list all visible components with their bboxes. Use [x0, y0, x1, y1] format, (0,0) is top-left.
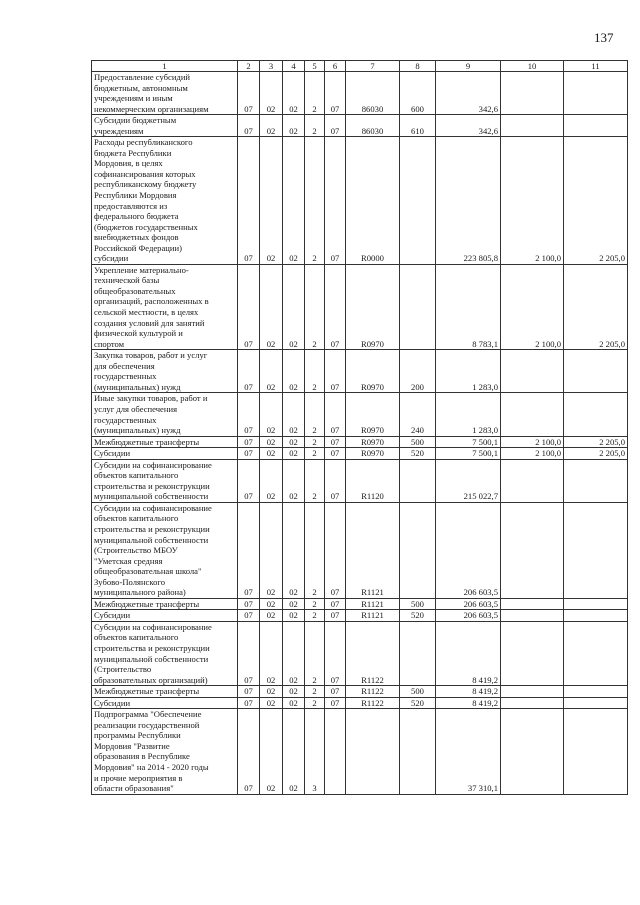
table-row — [92, 137, 628, 265]
code-direction: R1120 — [346, 459, 400, 502]
table-row — [92, 436, 628, 448]
amount-col-9: 342,6 — [436, 115, 501, 137]
code-subprogram: 2 — [305, 264, 325, 349]
code-subprogram: 2 — [305, 697, 325, 709]
amount-col-9: 223 805,8 — [436, 137, 501, 265]
code-subprogram: 2 — [305, 448, 325, 460]
column-header: 7 — [346, 61, 400, 72]
row-label: Субсидии на софинансирование объектов капитального строительства и реконструкции муниципальной собственности — [92, 459, 238, 502]
code-expense-type: 240 — [400, 393, 436, 436]
code-main-activity: 07 — [325, 350, 346, 393]
code-subprogram: 2 — [305, 621, 325, 685]
code-main-activity: 07 — [325, 448, 346, 460]
amount-col-11 — [564, 115, 628, 137]
amount-col-10 — [501, 72, 564, 115]
row-label: Субсидии — [92, 610, 238, 622]
code-expense-type — [400, 709, 436, 794]
amount-col-11 — [564, 598, 628, 610]
amount-col-10: 2 100,0 — [501, 137, 564, 265]
code-program: 02 — [283, 459, 305, 502]
code-subprogram: 2 — [305, 436, 325, 448]
column-header: 2 — [238, 61, 260, 72]
table-row — [92, 598, 628, 610]
table-row — [92, 72, 628, 115]
code-direction: R1122 — [346, 621, 400, 685]
code-expense-type: 500 — [400, 598, 436, 610]
amount-col-9: 8 419,2 — [436, 697, 501, 709]
code-subsection: 02 — [260, 502, 283, 598]
code-direction: R1121 — [346, 610, 400, 622]
code-subsection: 02 — [260, 393, 283, 436]
amount-col-11 — [564, 610, 628, 622]
code-subsection: 02 — [260, 72, 283, 115]
code-direction — [346, 709, 400, 794]
code-main-activity: 07 — [325, 393, 346, 436]
amount-col-9: 8 419,2 — [436, 686, 501, 698]
amount-col-10 — [501, 459, 564, 502]
code-main-activity: 07 — [325, 621, 346, 685]
code-direction: R1122 — [346, 686, 400, 698]
code-direction: 86030 — [346, 72, 400, 115]
code-subprogram: 2 — [305, 610, 325, 622]
code-program: 02 — [283, 115, 305, 137]
code-subprogram: 2 — [305, 502, 325, 598]
code-section: 07 — [238, 448, 260, 460]
code-section: 07 — [238, 72, 260, 115]
code-direction: R0970 — [346, 350, 400, 393]
code-subprogram: 3 — [305, 709, 325, 794]
amount-col-10 — [501, 502, 564, 598]
row-label: Иные закупки товаров, работ и услуг для обеспечения государственных (муниципальных) нужд — [92, 393, 238, 436]
code-section: 07 — [238, 264, 260, 349]
row-label: Закупка товаров, работ и услуг для обеспечения государственных (муниципальных) нужд — [92, 350, 238, 393]
amount-col-11 — [564, 350, 628, 393]
code-subsection: 02 — [260, 448, 283, 460]
code-program: 02 — [283, 697, 305, 709]
code-main-activity: 07 — [325, 459, 346, 502]
amount-col-9: 206 603,5 — [436, 610, 501, 622]
code-main-activity: 07 — [325, 264, 346, 349]
code-direction: R1121 — [346, 502, 400, 598]
amount-col-11 — [564, 709, 628, 794]
code-direction: R1121 — [346, 598, 400, 610]
column-header: 10 — [501, 61, 564, 72]
code-program: 02 — [283, 598, 305, 610]
table-row — [92, 697, 628, 709]
code-expense-type: 500 — [400, 436, 436, 448]
code-direction: R0970 — [346, 264, 400, 349]
code-subprogram: 2 — [305, 393, 325, 436]
row-label: Межбюджетные трансферты — [92, 598, 238, 610]
amount-col-9: 7 500,1 — [436, 448, 501, 460]
amount-col-11 — [564, 459, 628, 502]
code-subprogram: 2 — [305, 686, 325, 698]
table-row — [92, 115, 628, 137]
table-row — [92, 393, 628, 436]
code-subprogram: 2 — [305, 350, 325, 393]
code-direction: R1122 — [346, 697, 400, 709]
table-row — [92, 610, 628, 622]
code-subsection: 02 — [260, 709, 283, 794]
code-subprogram: 2 — [305, 115, 325, 137]
row-label: Подпрограмма "Обеспечение реализации государственной программы Республики Мордовия "Развитие образования в Республике Мордовия" на 2014 - 2020 годы и прочие мероприятия в области образования" — [92, 709, 238, 794]
code-program: 02 — [283, 72, 305, 115]
code-subprogram: 2 — [305, 72, 325, 115]
code-subprogram: 2 — [305, 137, 325, 265]
code-main-activity: 07 — [325, 610, 346, 622]
code-expense-type — [400, 264, 436, 349]
code-main-activity: 07 — [325, 72, 346, 115]
amount-col-11: 2 205,0 — [564, 436, 628, 448]
amount-col-11 — [564, 686, 628, 698]
code-main-activity: 07 — [325, 115, 346, 137]
code-direction: R0000 — [346, 137, 400, 265]
code-main-activity: 07 — [325, 137, 346, 265]
table-row — [92, 350, 628, 393]
code-expense-type: 520 — [400, 697, 436, 709]
code-section: 07 — [238, 436, 260, 448]
amount-col-9: 37 310,1 — [436, 709, 501, 794]
amount-col-10 — [501, 393, 564, 436]
code-section: 07 — [238, 709, 260, 794]
table-row — [92, 709, 628, 794]
amount-col-9: 342,6 — [436, 72, 501, 115]
code-section: 07 — [238, 502, 260, 598]
code-program: 02 — [283, 137, 305, 265]
table-row — [92, 459, 628, 502]
code-expense-type — [400, 459, 436, 502]
amount-col-9: 7 500,1 — [436, 436, 501, 448]
code-expense-type: 500 — [400, 686, 436, 698]
code-main-activity: 07 — [325, 598, 346, 610]
budget-table — [91, 60, 628, 795]
column-header: 5 — [305, 61, 325, 72]
table-row — [92, 264, 628, 349]
row-label: Межбюджетные трансферты — [92, 436, 238, 448]
code-expense-type: 600 — [400, 72, 436, 115]
code-subsection: 02 — [260, 686, 283, 698]
amount-col-10 — [501, 621, 564, 685]
code-subprogram: 2 — [305, 459, 325, 502]
amount-col-10 — [501, 115, 564, 137]
row-label: Субсидии на софинансирование объектов капитального строительства и реконструкции муниципальной собственности (Строительство МБОУ "Уметская средняя общеобразовательная школа" Зубово-Полянского муниципального района) — [92, 502, 238, 598]
code-subsection: 02 — [260, 436, 283, 448]
code-section: 07 — [238, 686, 260, 698]
amount-col-10: 2 100,0 — [501, 264, 564, 349]
row-label: Субсидии — [92, 697, 238, 709]
amount-col-11 — [564, 697, 628, 709]
row-label: Субсидии бюджетным учреждениям — [92, 115, 238, 137]
code-section: 07 — [238, 459, 260, 502]
amount-col-11: 2 205,0 — [564, 448, 628, 460]
code-expense-type — [400, 137, 436, 265]
code-direction: R0970 — [346, 393, 400, 436]
row-label: Укрепление материально- технической базы общеобразовательных организаций, расположенных в сельской местности, в целях создания условий для занятий физической культурой и спортом — [92, 264, 238, 349]
amount-col-11 — [564, 621, 628, 685]
code-subsection: 02 — [260, 610, 283, 622]
amount-col-9: 8 783,1 — [436, 264, 501, 349]
amount-col-10: 2 100,0 — [501, 436, 564, 448]
column-header: 8 — [400, 61, 436, 72]
code-subsection: 02 — [260, 137, 283, 265]
row-label: Расходы республиканского бюджета Республики Мордовия, в целях софинансирования которых республиканскому бюджету Республики Мордовия предоставляются из федерального бюджета (бюджетов государственных внебюджетных фондов Российской Федерации) субсидии — [92, 137, 238, 265]
amount-col-9: 1 283,0 — [436, 393, 501, 436]
code-expense-type — [400, 502, 436, 598]
amount-col-9: 8 419,2 — [436, 621, 501, 685]
code-program: 02 — [283, 393, 305, 436]
code-subprogram: 2 — [305, 598, 325, 610]
code-expense-type — [400, 621, 436, 685]
code-program: 02 — [283, 621, 305, 685]
amount-col-10 — [501, 350, 564, 393]
code-direction: R0970 — [346, 436, 400, 448]
amount-col-10 — [501, 610, 564, 622]
code-main-activity: 07 — [325, 697, 346, 709]
code-program: 02 — [283, 709, 305, 794]
code-main-activity: 07 — [325, 502, 346, 598]
code-section: 07 — [238, 598, 260, 610]
code-main-activity: 07 — [325, 436, 346, 448]
code-subsection: 02 — [260, 264, 283, 349]
code-section: 07 — [238, 393, 260, 436]
code-subsection: 02 — [260, 697, 283, 709]
amount-col-9: 1 283,0 — [436, 350, 501, 393]
code-direction: 86030 — [346, 115, 400, 137]
column-header: 9 — [436, 61, 501, 72]
code-program: 02 — [283, 436, 305, 448]
amount-col-10: 2 100,0 — [501, 448, 564, 460]
code-expense-type: 610 — [400, 115, 436, 137]
code-section: 07 — [238, 350, 260, 393]
code-section: 07 — [238, 621, 260, 685]
code-expense-type: 520 — [400, 448, 436, 460]
code-main-activity — [325, 709, 346, 794]
amount-col-10 — [501, 697, 564, 709]
table-row — [92, 448, 628, 460]
table-row — [92, 621, 628, 685]
row-label: Межбюджетные трансферты — [92, 686, 238, 698]
amount-col-11: 2 205,0 — [564, 137, 628, 265]
column-header: 3 — [260, 61, 283, 72]
code-subsection: 02 — [260, 621, 283, 685]
table-header-row — [92, 61, 628, 72]
code-program: 02 — [283, 610, 305, 622]
code-subsection: 02 — [260, 459, 283, 502]
amount-col-10 — [501, 598, 564, 610]
code-section: 07 — [238, 697, 260, 709]
column-header: 4 — [283, 61, 305, 72]
table-row — [92, 502, 628, 598]
code-program: 02 — [283, 264, 305, 349]
column-header: 1 — [92, 61, 238, 72]
table-row — [92, 686, 628, 698]
amount-col-9: 215 022,7 — [436, 459, 501, 502]
code-program: 02 — [283, 686, 305, 698]
code-subsection: 02 — [260, 598, 283, 610]
code-expense-type: 520 — [400, 610, 436, 622]
code-subsection: 02 — [260, 115, 283, 137]
code-expense-type: 200 — [400, 350, 436, 393]
code-section: 07 — [238, 115, 260, 137]
code-direction: R0970 — [346, 448, 400, 460]
column-header: 6 — [325, 61, 346, 72]
amount-col-9: 206 603,5 — [436, 502, 501, 598]
code-main-activity: 07 — [325, 686, 346, 698]
amount-col-10 — [501, 709, 564, 794]
amount-col-11 — [564, 72, 628, 115]
row-label: Субсидии — [92, 448, 238, 460]
code-program: 02 — [283, 448, 305, 460]
code-subsection: 02 — [260, 350, 283, 393]
amount-col-10 — [501, 686, 564, 698]
amount-col-9: 206 603,5 — [436, 598, 501, 610]
code-program: 02 — [283, 502, 305, 598]
amount-col-11 — [564, 502, 628, 598]
code-section: 07 — [238, 137, 260, 265]
code-program: 02 — [283, 350, 305, 393]
row-label: Субсидии на софинансирование объектов капитального строительства и реконструкции муниципальной собственности (Строительство образовательных организаций) — [92, 621, 238, 685]
amount-col-11: 2 205,0 — [564, 264, 628, 349]
code-section: 07 — [238, 610, 260, 622]
row-label: Предоставление субсидий бюджетным, автономным учреждениям и иным некоммерческим организациям — [92, 72, 238, 115]
page-number: 137 — [594, 30, 614, 45]
column-header: 11 — [564, 61, 628, 72]
amount-col-11 — [564, 393, 628, 436]
